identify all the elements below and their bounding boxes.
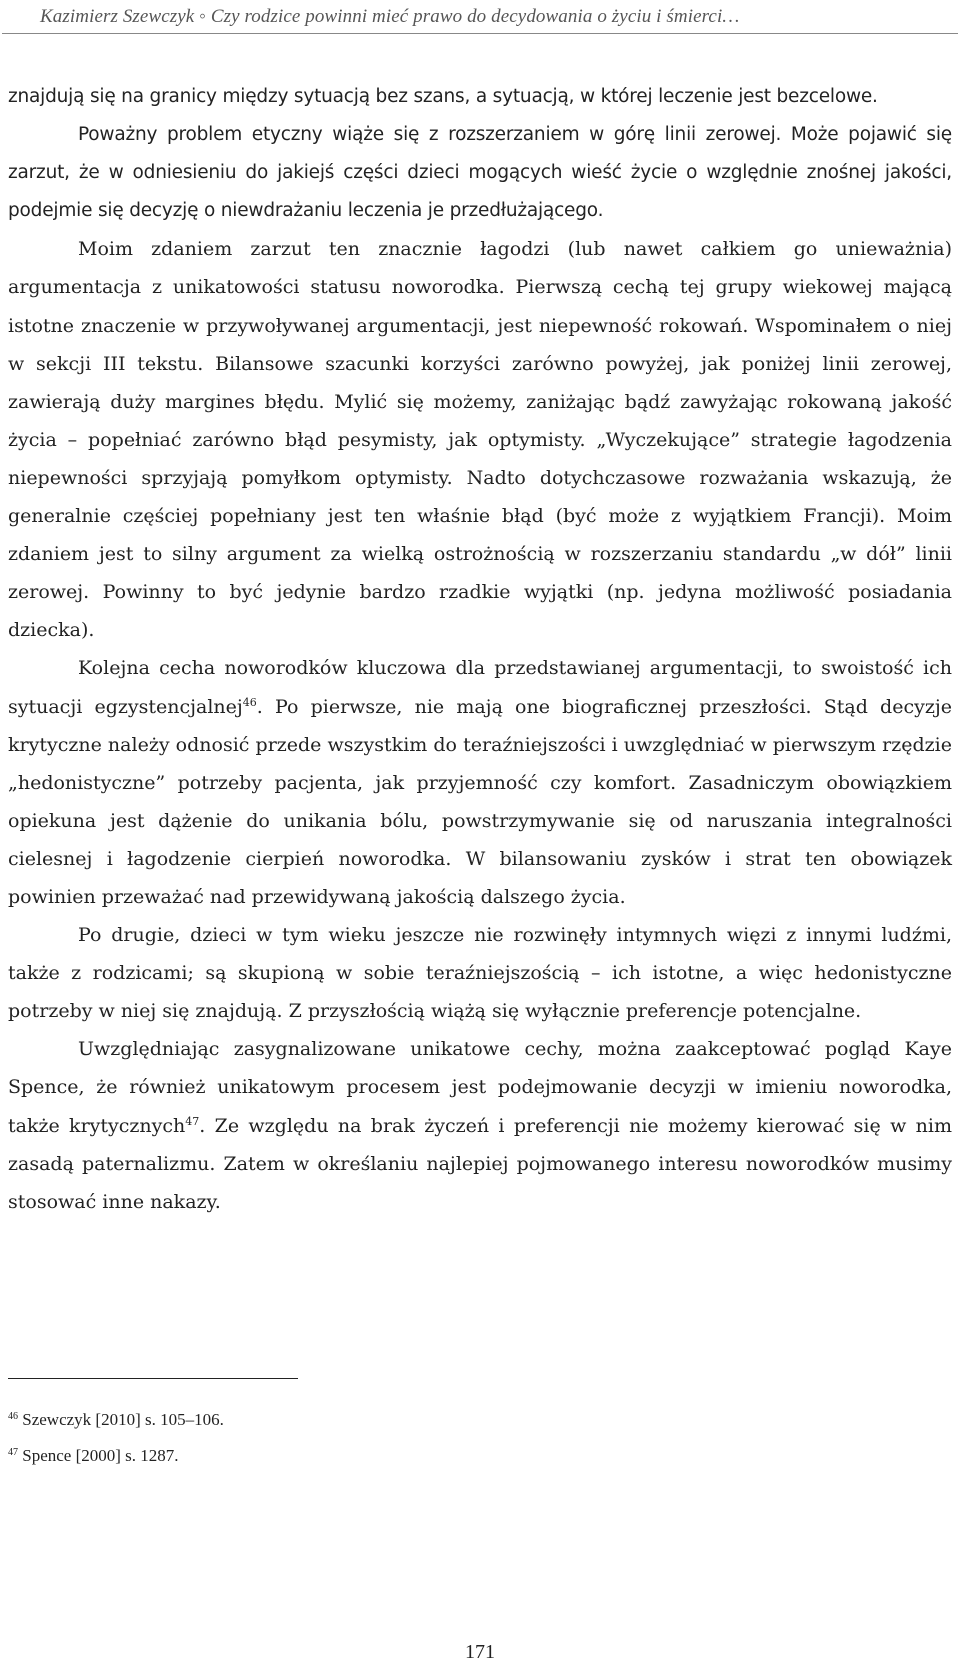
footnotes <box>8 1402 608 1474</box>
header-rule <box>2 33 958 34</box>
footnote-number: 46 <box>8 1411 18 1422</box>
footnote-text: Spence [2000] s. 1287. <box>22 1446 179 1465</box>
paragraph-4-text-a: Kolejna cecha noworodków kluczowa dla przedstawianej argumentacji, to swoistość ich sytuacji egzystencjalnej <box>8 657 952 718</box>
paragraph-5: Po drugie, dzieci w tym wieku jeszcze nie rozwinęły intymnych więzi z innymi ludźmi, także z rodzicami; są skupioną w sobie teraźniejszością – ich istotne, a więc hedonistyczne potrzeby w niej się znajdują. Z przyszłością wiążą się wyłącznie preferencje potencjalne. <box>8 924 952 1023</box>
running-header: Kazimierz Szewczyk ◦ Czy rodzice powinni mieć prawo do decydowania o życiu i śmierci… <box>40 6 740 27</box>
footnote-text: Szewczyk [2010] s. 105–106. <box>22 1410 224 1429</box>
footnote-ref-47[interactable]: 47 <box>185 1114 200 1128</box>
footnote-46 <box>8 1402 608 1438</box>
body-text <box>8 78 952 1221</box>
footnote-47 <box>8 1438 608 1474</box>
page-number: 171 <box>465 1641 495 1663</box>
paragraph-1: znajdują się na granicy między sytuacją bez szans, a sytuacją, w której leczenie jest bezcelowe. <box>8 86 878 107</box>
footnote-number: 47 <box>8 1447 18 1458</box>
footnote-ref-46[interactable]: 46 <box>242 695 257 709</box>
paragraph-3: Moim zdaniem zarzut ten znacznie łagodzi (lub nawet całkiem go unieważnia) argumentacja z unikatowości statusu noworodka. Pierwszą cechą tej grupy wiekowej mającą istotne znaczenie w przywoływanej argumentacji, jest niepewność rokowań. Wspominałem o niej w sekcji III tekstu. Bilansowe szacunki korzyści zarówno powyżej, jak poniżej linii zerowej, zawierają duży margines błędu. Mylić się możemy, zaniżając bądź zawyżając rokowaną jakość życia – popełniać zarówno błąd pesymisty, jak optymisty. „Wyczekujące” strategie łagodzenia niepewności sprzyjają pomyłkom optymisty. Nadto dotychczasowe rozważania wskazują, że generalnie częściej popełniany jest ten właśnie błąd (być może z wyjątkiem Francji). Moim zdaniem jest to silny argument za wielką ostrożnością w rozszerzaniu standardu „w dół” linii zerowej. Powinny to być jedynie bardzo rzadkie wyjątki (np. jedyna możliwość posiadania dziecka). <box>8 238 952 642</box>
paragraph-6-text-b: . Ze względu na brak życzeń i preferencji nie możemy kierować się w nim zasadą paternalizmu. Zatem w określaniu najlepiej pojmowanego interesu noworodków musimy stosować inne nakazy. <box>8 1114 953 1213</box>
footnote-rule <box>8 1378 298 1379</box>
paragraph-4-text-b: . Po pierwsze, nie mają one biograficznej przeszłości. Stąd decyzje krytyczne należy odnosić przede wszystkim do teraźniejszości i uwzględniać w pierwszym rzędzie „hedonistyczne” potrzeby pacjenta, jak przyjemność czy komfort. Zasadniczym obowiązkiem opiekuna jest dążenie do unikania bólu, powstrzymywanie się od naruszania integralności cielesnej i łagodzenie cierpień noworodka. W bilansowaniu zysków i strat ten obowiązek powinien przeważać nad przewidywaną jakością dalszego życia. <box>8 695 952 908</box>
paragraph-6-text-a: Uwzględniając zasygnalizowane unikatowe cechy, można zaakceptować pogląd Kaye Spence, że również unikatowym procesem jest podejmowanie decyzji w imieniu noworodka, także krytycznych <box>8 1038 952 1137</box>
paragraph-4 <box>8 649 952 916</box>
paragraph-2: Poważny problem etyczny wiąże się z rozszerzaniem w górę linii zerowej. Może pojawić się zarzut, że w odniesieniu do jakiejś części dzieci mogących wieść życie o względnie znośnej jakości, podejmie się decyzję o niewdrażaniu leczenia je przedłużającego. <box>8 124 952 222</box>
paragraph-6 <box>8 1030 952 1220</box>
